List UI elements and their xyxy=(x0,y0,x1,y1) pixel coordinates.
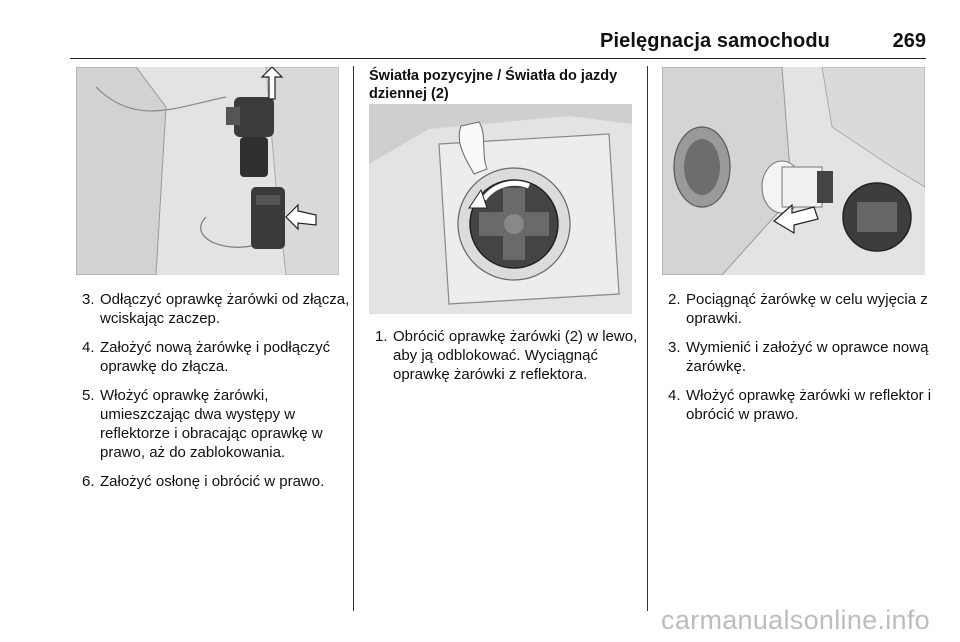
step-text: Pociągnąć żarówkę w celu wyjęcia z oprawki. xyxy=(686,291,928,327)
step-text: Założyć osłonę i obrócić w prawo. xyxy=(100,473,325,490)
step-number: 5. xyxy=(82,387,95,404)
page-title: Pielęgnacja samochodu xyxy=(600,30,830,52)
column-divider-right xyxy=(647,66,648,611)
list-item xyxy=(656,290,936,328)
figure-bulb-removal xyxy=(662,67,925,275)
step-number: 3. xyxy=(82,291,95,308)
page-number: 269 xyxy=(892,30,926,52)
step-text: Założyć nową żarówkę i podłączyć oprawkę do złącza. xyxy=(100,339,331,375)
bulb-connector-illustration xyxy=(76,67,339,275)
figure-bulb-connector xyxy=(76,67,339,275)
figure-position-light xyxy=(369,104,632,314)
section-heading: Światła pozycyjne / Światła do jazdy dziennej (2) xyxy=(369,68,618,102)
step-number: 4. xyxy=(82,339,95,356)
step-number: 2. xyxy=(668,291,681,308)
list-item xyxy=(656,338,936,376)
step-number: 4. xyxy=(668,387,681,404)
step-text: Odłączyć oprawkę żarówki od złącza, wciskając zaczep. xyxy=(100,291,350,327)
position-light-illustration xyxy=(369,104,632,314)
list-item xyxy=(70,472,350,491)
step-number: 3. xyxy=(668,339,681,356)
column-divider-left xyxy=(353,66,354,611)
list-item xyxy=(70,386,350,462)
step-text: Włożyć oprawkę żarówki, umieszczając dwa występy w reflektorze i obracając oprawkę w prawo, aż do zablokowania. xyxy=(100,387,323,461)
page-header xyxy=(70,24,926,59)
list-item xyxy=(70,338,350,376)
list-item xyxy=(656,386,936,424)
step-text: Obrócić oprawkę żarówki (2) w lewo, aby ją odblokować. Wyciągnąć oprawkę żarówki z reflektora. xyxy=(393,328,638,383)
middle-step-list xyxy=(363,327,643,394)
left-step-list xyxy=(70,290,350,501)
list-item xyxy=(363,327,643,384)
step-number: 6. xyxy=(82,473,95,490)
bulb-removal-illustration xyxy=(662,67,925,275)
step-text: Włożyć oprawkę żarówki w reflektor i obrócić w prawo. xyxy=(686,387,932,423)
list-item xyxy=(70,290,350,328)
step-text: Wymienić i założyć w oprawce nową żarówkę. xyxy=(686,339,929,375)
watermark: carmanualsonline.info xyxy=(661,605,930,635)
step-number: 1. xyxy=(375,328,388,345)
right-step-list xyxy=(656,290,936,434)
